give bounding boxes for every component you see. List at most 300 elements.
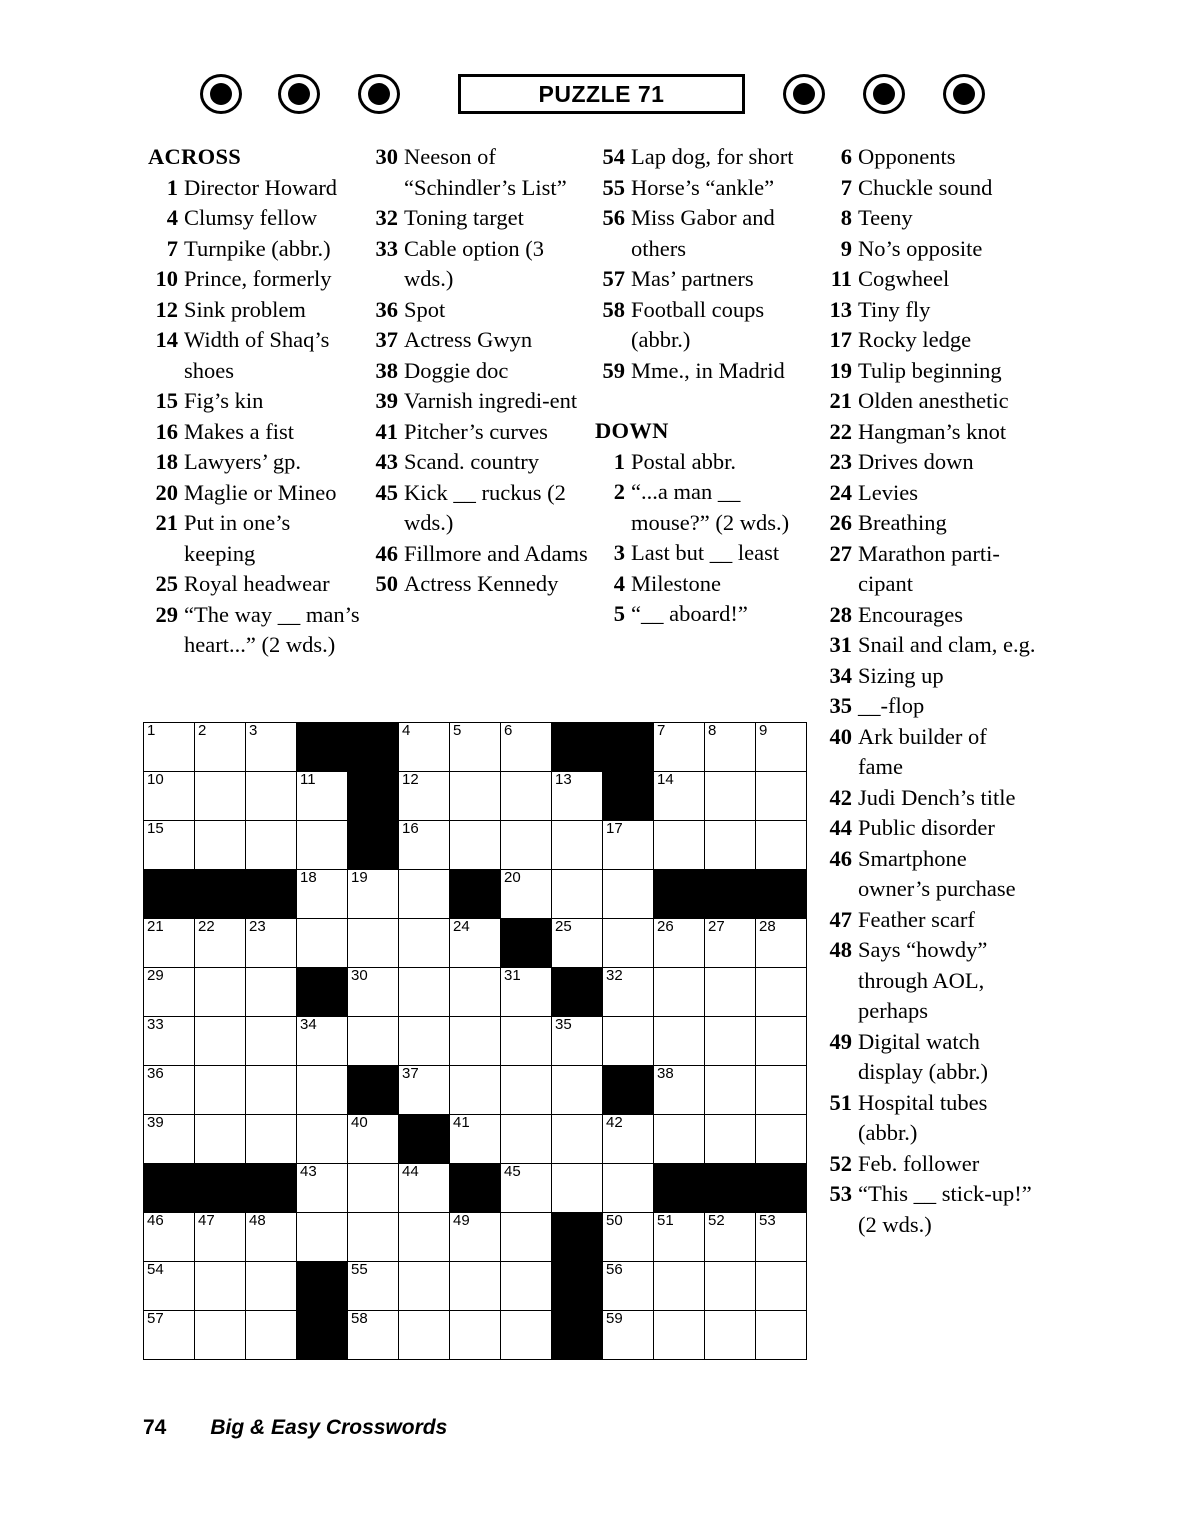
grid-cell[interactable] (552, 1017, 603, 1066)
grid-cell[interactable] (552, 821, 603, 870)
clue-text: Football coups (abbr.) (631, 296, 765, 352)
grid-cell[interactable] (501, 1066, 552, 1115)
grid-cell[interactable] (552, 772, 603, 821)
grid-cell-block (297, 723, 348, 772)
grid-cell[interactable] (195, 1311, 246, 1360)
clue-number: 52 (829, 1150, 852, 1176)
grid-cell[interactable] (195, 1115, 246, 1164)
grid-cell-block (348, 772, 399, 821)
clue-text: Spot (404, 296, 446, 322)
clue-item (822, 844, 1037, 905)
grid-cell[interactable] (399, 870, 450, 919)
down-clue-list-2 (822, 142, 1037, 1240)
clue-text: Clumsy fellow (184, 205, 318, 230)
grid-cell-number: 59 (606, 1310, 623, 1327)
clue-number: 5 (613, 601, 625, 626)
clue-item (822, 508, 1037, 539)
grid-cell[interactable] (144, 772, 195, 821)
clue-number: 39 (375, 388, 398, 413)
grid-cell[interactable] (195, 1262, 246, 1311)
grid-cell[interactable] (450, 1262, 501, 1311)
grid-cell-number: 51 (657, 1212, 674, 1229)
grid-cell-number: 44 (402, 1163, 419, 1180)
clue-number: 49 (829, 1028, 852, 1054)
grid-cell[interactable] (246, 1115, 297, 1164)
clue-number: 19 (829, 357, 852, 383)
grid-cell[interactable] (756, 1115, 807, 1164)
clue-number: 4 (613, 570, 625, 596)
clue-item (822, 539, 1037, 600)
clue-item (822, 1179, 1037, 1240)
clue-text: Fillmore and Adams (404, 540, 588, 566)
grid-cell-number: 58 (351, 1310, 368, 1327)
grid-cell[interactable] (705, 1311, 756, 1360)
grid-cell[interactable] (348, 1115, 399, 1164)
grid-cell-number: 25 (555, 918, 572, 935)
clue-item (148, 417, 363, 448)
clue-item (822, 295, 1037, 326)
grid-cell[interactable] (246, 723, 297, 772)
grid-cell[interactable] (501, 1017, 552, 1066)
grid-cell[interactable] (654, 1066, 705, 1115)
clue-number: 15 (155, 388, 178, 413)
grid-cell-number: 28 (759, 918, 776, 935)
grid-cell[interactable] (144, 1262, 195, 1311)
grid-cell[interactable] (246, 821, 297, 870)
grid-cell-number: 9 (759, 722, 768, 739)
clue-text: Mme., in Madrid (631, 357, 785, 383)
grid-cell[interactable] (603, 1262, 654, 1311)
grid-cell[interactable] (246, 919, 297, 968)
grid-cell[interactable] (195, 1066, 246, 1115)
grid-cell[interactable] (501, 1164, 552, 1213)
clue-text: Doggie doc (404, 357, 509, 383)
grid-cell[interactable] (501, 1311, 552, 1360)
grid-cell[interactable] (144, 723, 195, 772)
grid-cell[interactable] (603, 821, 654, 870)
clue-item (822, 356, 1037, 387)
grid-cell[interactable] (399, 772, 450, 821)
grid-cell-number: 12 (402, 771, 419, 788)
grid-cell-block (603, 772, 654, 821)
grid-cell-number: 21 (147, 918, 164, 935)
grid-cell[interactable] (654, 1017, 705, 1066)
grid-cell[interactable] (195, 968, 246, 1017)
clue-item (595, 142, 817, 173)
clue-number: 1 (166, 174, 178, 200)
clue-text: Levies (858, 479, 918, 505)
grid-cell[interactable] (399, 1066, 450, 1115)
grid-cell[interactable] (348, 1017, 399, 1066)
grid-cell-number: 36 (147, 1065, 164, 1082)
clue-number: 27 (829, 540, 852, 566)
grid-cell-number: 22 (198, 918, 215, 935)
grid-cell[interactable] (195, 723, 246, 772)
grid-cell-number: 3 (249, 722, 258, 739)
grid-cell[interactable] (399, 821, 450, 870)
clue-number: 51 (829, 1089, 852, 1115)
grid-cell-block (603, 723, 654, 772)
grid-cell[interactable] (297, 821, 348, 870)
grid-cell[interactable] (756, 1213, 807, 1262)
grid-cell[interactable] (297, 870, 348, 919)
clue-item (148, 173, 363, 204)
grid-cell[interactable] (348, 968, 399, 1017)
clue-item (595, 295, 817, 356)
clue-item (822, 203, 1037, 234)
grid-cell[interactable] (756, 772, 807, 821)
clue-item (822, 234, 1037, 265)
grid-cell-number: 32 (606, 967, 623, 984)
grid-cell-number: 41 (453, 1114, 470, 1131)
grid-cell[interactable] (501, 968, 552, 1017)
puzzle-title-box (458, 74, 745, 114)
grid-cell[interactable] (654, 1115, 705, 1164)
clue-text: “...a man __ mouse?” (2 wds.) (631, 479, 790, 535)
clue-item (368, 539, 590, 570)
clue-number: 45 (375, 479, 398, 505)
grid-cell[interactable] (501, 821, 552, 870)
grid-cell[interactable] (501, 870, 552, 919)
clue-item (595, 477, 817, 538)
grid-cell[interactable] (348, 1164, 399, 1213)
clue-item (822, 722, 1037, 783)
grid-cell-number: 33 (147, 1016, 164, 1033)
grid-cell-block (195, 870, 246, 919)
clue-number: 18 (155, 449, 178, 474)
grid-cell[interactable] (705, 772, 756, 821)
grid-cell[interactable] (603, 1213, 654, 1262)
clue-item (595, 264, 817, 295)
grid-cell-number: 40 (351, 1114, 368, 1131)
grid-cell[interactable] (501, 723, 552, 772)
clue-text: Director Howard (184, 174, 338, 200)
grid-row (144, 1115, 807, 1164)
grid-cell[interactable] (654, 821, 705, 870)
clue-number: 53 (829, 1181, 852, 1206)
grid-cell-number: 2 (198, 722, 207, 739)
grid-cell[interactable] (705, 723, 756, 772)
grid-cell[interactable] (552, 1115, 603, 1164)
clue-text: __-flop (858, 693, 925, 718)
grid-cell[interactable] (348, 1213, 399, 1262)
grid-cell[interactable] (297, 919, 348, 968)
clue-text: Teeny (858, 205, 913, 230)
grid-cell-block (246, 1164, 297, 1213)
grid-cell[interactable] (297, 1213, 348, 1262)
clue-item (822, 600, 1037, 631)
grid-cell[interactable] (348, 1262, 399, 1311)
page-number: 74 (143, 1416, 167, 1439)
grid-cell[interactable] (246, 1066, 297, 1115)
grid-cell-number: 7 (657, 722, 666, 739)
clue-text: Varnish ingredi-ent (404, 388, 578, 413)
grid-cell[interactable] (144, 1213, 195, 1262)
grid-cell[interactable] (654, 1262, 705, 1311)
grid-cell[interactable] (450, 1017, 501, 1066)
grid-cell-block (603, 1066, 654, 1115)
clue-text: Cogwheel (858, 266, 950, 291)
grid-cell[interactable] (603, 1164, 654, 1213)
grid-cell[interactable] (552, 919, 603, 968)
clue-number: 58 (602, 296, 625, 322)
across-clue-list-1 (148, 173, 363, 661)
clue-item (822, 142, 1037, 173)
clue-number: 21 (829, 388, 852, 413)
grid-cell[interactable] (195, 821, 246, 870)
clue-number: 29 (155, 601, 178, 627)
grid-cell-block (756, 870, 807, 919)
grid-cell[interactable] (654, 772, 705, 821)
clue-number: 13 (829, 296, 852, 322)
grid-cell[interactable] (450, 1115, 501, 1164)
grid-cell[interactable] (450, 772, 501, 821)
grid-cell[interactable] (399, 1311, 450, 1360)
clue-number: 12 (155, 296, 178, 322)
grid-cell[interactable] (399, 723, 450, 772)
clue-item (148, 264, 363, 295)
grid-cell-number: 43 (300, 1163, 317, 1180)
grid-cell[interactable] (297, 1066, 348, 1115)
grid-cell[interactable] (348, 919, 399, 968)
grid-cell-block (654, 870, 705, 919)
clue-number: 44 (829, 815, 852, 840)
grid-cell[interactable] (399, 968, 450, 1017)
clue-number: 22 (829, 418, 852, 444)
grid-cell[interactable] (144, 1115, 195, 1164)
clue-item (148, 203, 363, 234)
grid-cell[interactable] (348, 1311, 399, 1360)
clue-column-4 (822, 142, 1037, 1240)
grid-cell[interactable] (195, 1017, 246, 1066)
grid-cell[interactable] (450, 968, 501, 1017)
clue-text: Maglie or Mineo (184, 479, 337, 505)
clue-item (822, 783, 1037, 814)
clue-number: 35 (829, 693, 852, 718)
grid-cell-number: 29 (147, 967, 164, 984)
grid-cell[interactable] (654, 919, 705, 968)
grid-cell-number: 56 (606, 1261, 623, 1278)
grid-cell[interactable] (654, 723, 705, 772)
clue-number: 1 (613, 448, 625, 474)
clue-number: 50 (375, 571, 398, 596)
clue-text: “The way __ man’s heart...” (2 wds.) (184, 601, 360, 657)
book-title: Big & Easy Crosswords (210, 1416, 448, 1439)
grid-cell[interactable] (705, 1115, 756, 1164)
grid-cell[interactable] (450, 723, 501, 772)
grid-cell[interactable] (501, 1213, 552, 1262)
grid-cell[interactable] (654, 968, 705, 1017)
grid-cell[interactable] (195, 772, 246, 821)
grid-cell[interactable] (399, 1164, 450, 1213)
grid-cell[interactable] (603, 870, 654, 919)
clue-number: 16 (155, 418, 178, 444)
grid-cell[interactable] (705, 1213, 756, 1262)
clue-text: Cable option (3 wds.) (404, 235, 544, 291)
grid-cell-number: 53 (759, 1212, 776, 1229)
grid-cell[interactable] (195, 1213, 246, 1262)
grid-cell[interactable] (297, 1164, 348, 1213)
grid-cell[interactable] (552, 1066, 603, 1115)
grid-cell[interactable] (756, 821, 807, 870)
grid-row (144, 821, 807, 870)
clue-number: 30 (375, 144, 398, 169)
grid-cell-block (552, 723, 603, 772)
grid-row (144, 1066, 807, 1115)
grid-cell-number: 15 (147, 820, 164, 837)
grid-cell[interactable] (705, 968, 756, 1017)
clue-number: 26 (829, 510, 852, 535)
clue-text: Breathing (858, 510, 947, 535)
grid-cell[interactable] (246, 1262, 297, 1311)
clue-number: 47 (829, 906, 852, 932)
grid-cell[interactable] (756, 723, 807, 772)
grid-cell[interactable] (246, 772, 297, 821)
grid-cell[interactable] (246, 968, 297, 1017)
clue-text: Judi Dench’s title (858, 784, 1016, 810)
clue-text: Drives down (858, 449, 974, 474)
grid-cell[interactable] (603, 1115, 654, 1164)
clue-item (368, 295, 590, 326)
grid-cell[interactable] (552, 870, 603, 919)
grid-cell[interactable] (501, 1115, 552, 1164)
clue-text: Sink problem (184, 296, 306, 322)
grid-cell-block (552, 1311, 603, 1360)
grid-cell[interactable] (450, 821, 501, 870)
clue-text: Feather scarf (858, 906, 975, 932)
grid-cell[interactable] (705, 1017, 756, 1066)
clue-text: Lawyers’ gp. (184, 449, 302, 474)
clue-item (822, 1088, 1037, 1149)
clue-text: Postal abbr. (631, 448, 736, 474)
grid-cell[interactable] (399, 1017, 450, 1066)
clue-item (148, 447, 363, 478)
grid-cell[interactable] (297, 772, 348, 821)
grid-cell[interactable] (603, 919, 654, 968)
grid-cell[interactable] (399, 919, 450, 968)
grid-cell[interactable] (144, 1066, 195, 1115)
clue-item (822, 325, 1037, 356)
grid-row (144, 1213, 807, 1262)
clue-item (822, 905, 1037, 936)
clue-text: Horse’s “ankle” (631, 174, 775, 200)
clue-text: Smartphone owner’s purchase (858, 845, 1016, 901)
grid-cell[interactable] (705, 821, 756, 870)
clue-item (368, 478, 590, 539)
clue-column-1 (148, 142, 363, 661)
clue-item (148, 600, 363, 661)
grid-cell[interactable] (654, 1213, 705, 1262)
grid-cell[interactable] (756, 1066, 807, 1115)
clue-number: 43 (375, 449, 398, 474)
grid-row (144, 919, 807, 968)
grid-cell[interactable] (552, 1164, 603, 1213)
grid-cell[interactable] (705, 919, 756, 968)
clue-number: 17 (829, 327, 852, 352)
grid-cell[interactable] (144, 968, 195, 1017)
grid-cell[interactable] (144, 821, 195, 870)
grid-row (144, 1164, 807, 1213)
grid-cell[interactable] (756, 919, 807, 968)
grid-cell[interactable] (246, 1311, 297, 1360)
grid-cell[interactable] (705, 1066, 756, 1115)
grid-cell-number: 6 (504, 722, 513, 739)
clue-item (148, 234, 363, 265)
grid-cell[interactable] (501, 1262, 552, 1311)
grid-cell[interactable] (450, 1213, 501, 1262)
grid-cell[interactable] (195, 919, 246, 968)
grid-cell[interactable] (450, 919, 501, 968)
grid-cell-number: 11 (300, 771, 316, 788)
grid-cell[interactable] (246, 1213, 297, 1262)
grid-cell-number: 13 (555, 771, 572, 788)
grid-cell-number: 14 (657, 771, 674, 788)
grid-cell[interactable] (501, 772, 552, 821)
clue-text: Miss Gabor and others (631, 205, 775, 261)
clue-number: 54 (602, 144, 625, 169)
clue-text: “This __ stick-up!” (2 wds.) (858, 1181, 1032, 1237)
grid-cell[interactable] (399, 1262, 450, 1311)
grid-cell[interactable] (246, 1017, 297, 1066)
clue-number: 37 (375, 327, 398, 352)
clue-text: Toning target (404, 205, 524, 230)
grid-cell[interactable] (603, 968, 654, 1017)
grid-row (144, 772, 807, 821)
clue-number: 28 (829, 601, 852, 627)
clue-number: 8 (840, 205, 852, 230)
grid-cell-number: 52 (708, 1212, 725, 1229)
clue-number: 11 (830, 266, 852, 291)
grid-cell[interactable] (756, 1017, 807, 1066)
clue-text: Milestone (631, 570, 721, 596)
grid-cell[interactable] (297, 1017, 348, 1066)
grid-cell-block (501, 919, 552, 968)
clue-text: Actress Gwyn (404, 327, 533, 352)
clue-number: 7 (166, 235, 178, 261)
clue-number: 32 (375, 205, 398, 230)
grid-cell[interactable] (654, 1311, 705, 1360)
clue-item (368, 325, 590, 356)
grid-cell[interactable] (756, 1262, 807, 1311)
clue-number: 46 (375, 540, 398, 566)
clue-item (595, 203, 817, 264)
crossword-grid[interactable] (143, 722, 807, 1360)
grid-cell[interactable] (756, 1311, 807, 1360)
grid-cell[interactable] (144, 1017, 195, 1066)
clue-item (368, 203, 590, 234)
grid-cell[interactable] (450, 1066, 501, 1115)
clue-text: “__ aboard!” (631, 601, 748, 626)
grid-cell[interactable] (756, 968, 807, 1017)
grid-cell[interactable] (144, 919, 195, 968)
clue-number: 25 (155, 571, 178, 596)
grid-cell[interactable] (399, 1213, 450, 1262)
clue-text: No’s opposite (858, 235, 983, 261)
clue-item (822, 417, 1037, 448)
clue-number: 21 (155, 510, 178, 535)
grid-cell[interactable] (603, 1017, 654, 1066)
grid-row (144, 1262, 807, 1311)
grid-cell[interactable] (450, 1311, 501, 1360)
grid-cell[interactable] (348, 870, 399, 919)
grid-cell[interactable] (603, 1311, 654, 1360)
grid-cell-number: 54 (147, 1261, 164, 1278)
grid-cell[interactable] (705, 1262, 756, 1311)
grid-cell[interactable] (144, 1311, 195, 1360)
grid-cell-number: 20 (504, 869, 521, 886)
grid-cell[interactable] (297, 1115, 348, 1164)
grid-cell-number: 55 (351, 1261, 368, 1278)
